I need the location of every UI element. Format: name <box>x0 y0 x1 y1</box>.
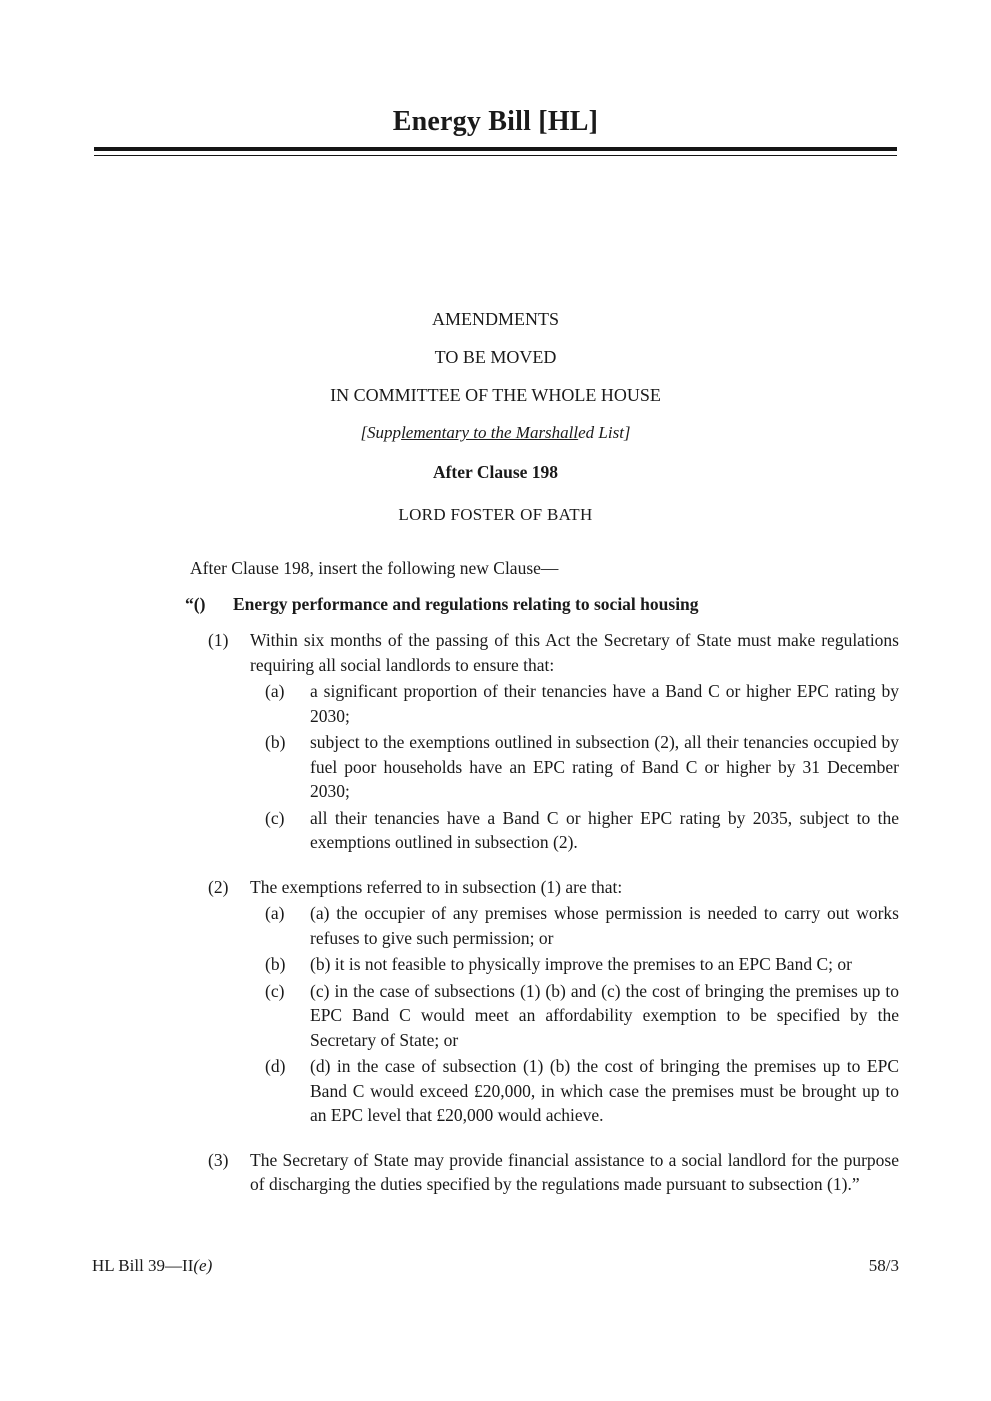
item-paragraph <box>92 628 899 677</box>
heading-to-be-moved: TO BE MOVED <box>434 347 557 367</box>
item-number: (2) <box>208 876 229 897</box>
amendments-header <box>0 309 991 525</box>
item-number: (1) <box>208 630 229 650</box>
item-text: The Secretary of State may provide financial assistance to a social landlord for the purpose of discharging the duties specified by the regulations made pursuant to subsection (1).” <box>250 1149 899 1194</box>
subitem-letter: (b) <box>265 954 286 974</box>
clause-item-2 <box>92 875 899 1128</box>
title-double-rule <box>94 147 897 156</box>
marshalled-list-note <box>0 423 991 443</box>
after-clause-heading: After Clause 198 <box>432 462 559 482</box>
bill-number-main: HL Bill 39—II <box>92 1256 194 1275</box>
subitem-1a <box>92 679 899 728</box>
subitem-2c <box>92 979 899 1053</box>
item-paragraph <box>92 875 899 900</box>
amendment-body <box>92 556 899 1197</box>
subitem-2b <box>92 952 899 977</box>
subitem-2d <box>92 1054 899 1128</box>
page-title: Energy Bill [HL] <box>392 106 599 137</box>
item-number: (3) <box>208 1149 229 1170</box>
item-text: Within six months of the passing of this Act the Secretary of State must make regulations requiring all social landlords to ensure that: <box>250 630 899 675</box>
marshalled-suffix: ed List] <box>578 423 631 442</box>
amendment-intro: After Clause 198, insert the following new Clause— <box>190 558 559 578</box>
new-clause-heading <box>92 592 899 617</box>
subitem-letter: (a) <box>265 903 285 923</box>
marshalled-prefix: [Supp <box>360 423 402 442</box>
subitem-text: all their tenancies have a Band C or higher EPC rating by 2035, subject to the exemptions outlined in subsection (2). <box>310 807 899 852</box>
subitem-text: (b) it is not feasible to physically improve the premises to an EPC Band C; or <box>310 954 852 974</box>
item-text: The exemptions referred to in subsection (1) are that: <box>250 876 623 897</box>
subitem-text: (a) the occupier of any premises whose permission is needed to carry out works refuses to give such permission; or <box>310 903 899 948</box>
subitem-text: (c) in the case of subsections (1) (b) and (c) the cost of bringing the premises up to EPC Band C would meet an affordability exemption to be specified by the Secretary of State; or <box>310 980 899 1050</box>
page-footer <box>92 1256 899 1276</box>
sheet-reference: 58/3 <box>868 1256 899 1275</box>
mover-name: LORD FOSTER OF BATH <box>398 505 593 524</box>
subitem-1b <box>92 730 899 804</box>
subitem-letter: (c) <box>265 807 285 828</box>
bill-number <box>92 1256 212 1276</box>
item-paragraph <box>92 1148 899 1197</box>
bill-number-suffix: (e) <box>193 1256 213 1275</box>
subitem-2a <box>92 901 899 950</box>
marshalled-underlined: lementary to the Marshall <box>401 423 579 442</box>
clause-item-3 <box>92 1148 899 1197</box>
subitem-letter: (a) <box>265 681 285 701</box>
subitem-text: a significant proportion of their tenancies have a Band C or higher EPC rating by 2030; <box>310 681 899 726</box>
subitem-letter: (b) <box>265 732 286 752</box>
new-clause-marker: “() <box>185 593 206 614</box>
subitem-1c <box>92 806 899 855</box>
clause-item-1 <box>92 628 899 855</box>
clause-items <box>92 628 899 1197</box>
new-clause-title: Energy performance and regulations relating to social housing <box>233 593 699 614</box>
heading-amendments: AMENDMENTS <box>431 309 559 329</box>
subitem-text: (d) in the case of subsection (1) (b) the cost of bringing the premises up to EPC Band C would exceed £20,000, in which case the premises must be brought up to an EPC level that £20,000 would achieve. <box>310 1056 899 1125</box>
heading-committee: IN COMMITTEE OF THE WHOLE HOUSE <box>330 385 661 405</box>
subitem-letter: (d) <box>265 1056 286 1076</box>
subitem-letter: (c) <box>265 980 285 1001</box>
subitem-text: subject to the exemptions outlined in subsection (2), all their tenancies occupied by fuel poor households have an EPC rating of Band C or higher by 31 December 2030; <box>310 732 899 801</box>
